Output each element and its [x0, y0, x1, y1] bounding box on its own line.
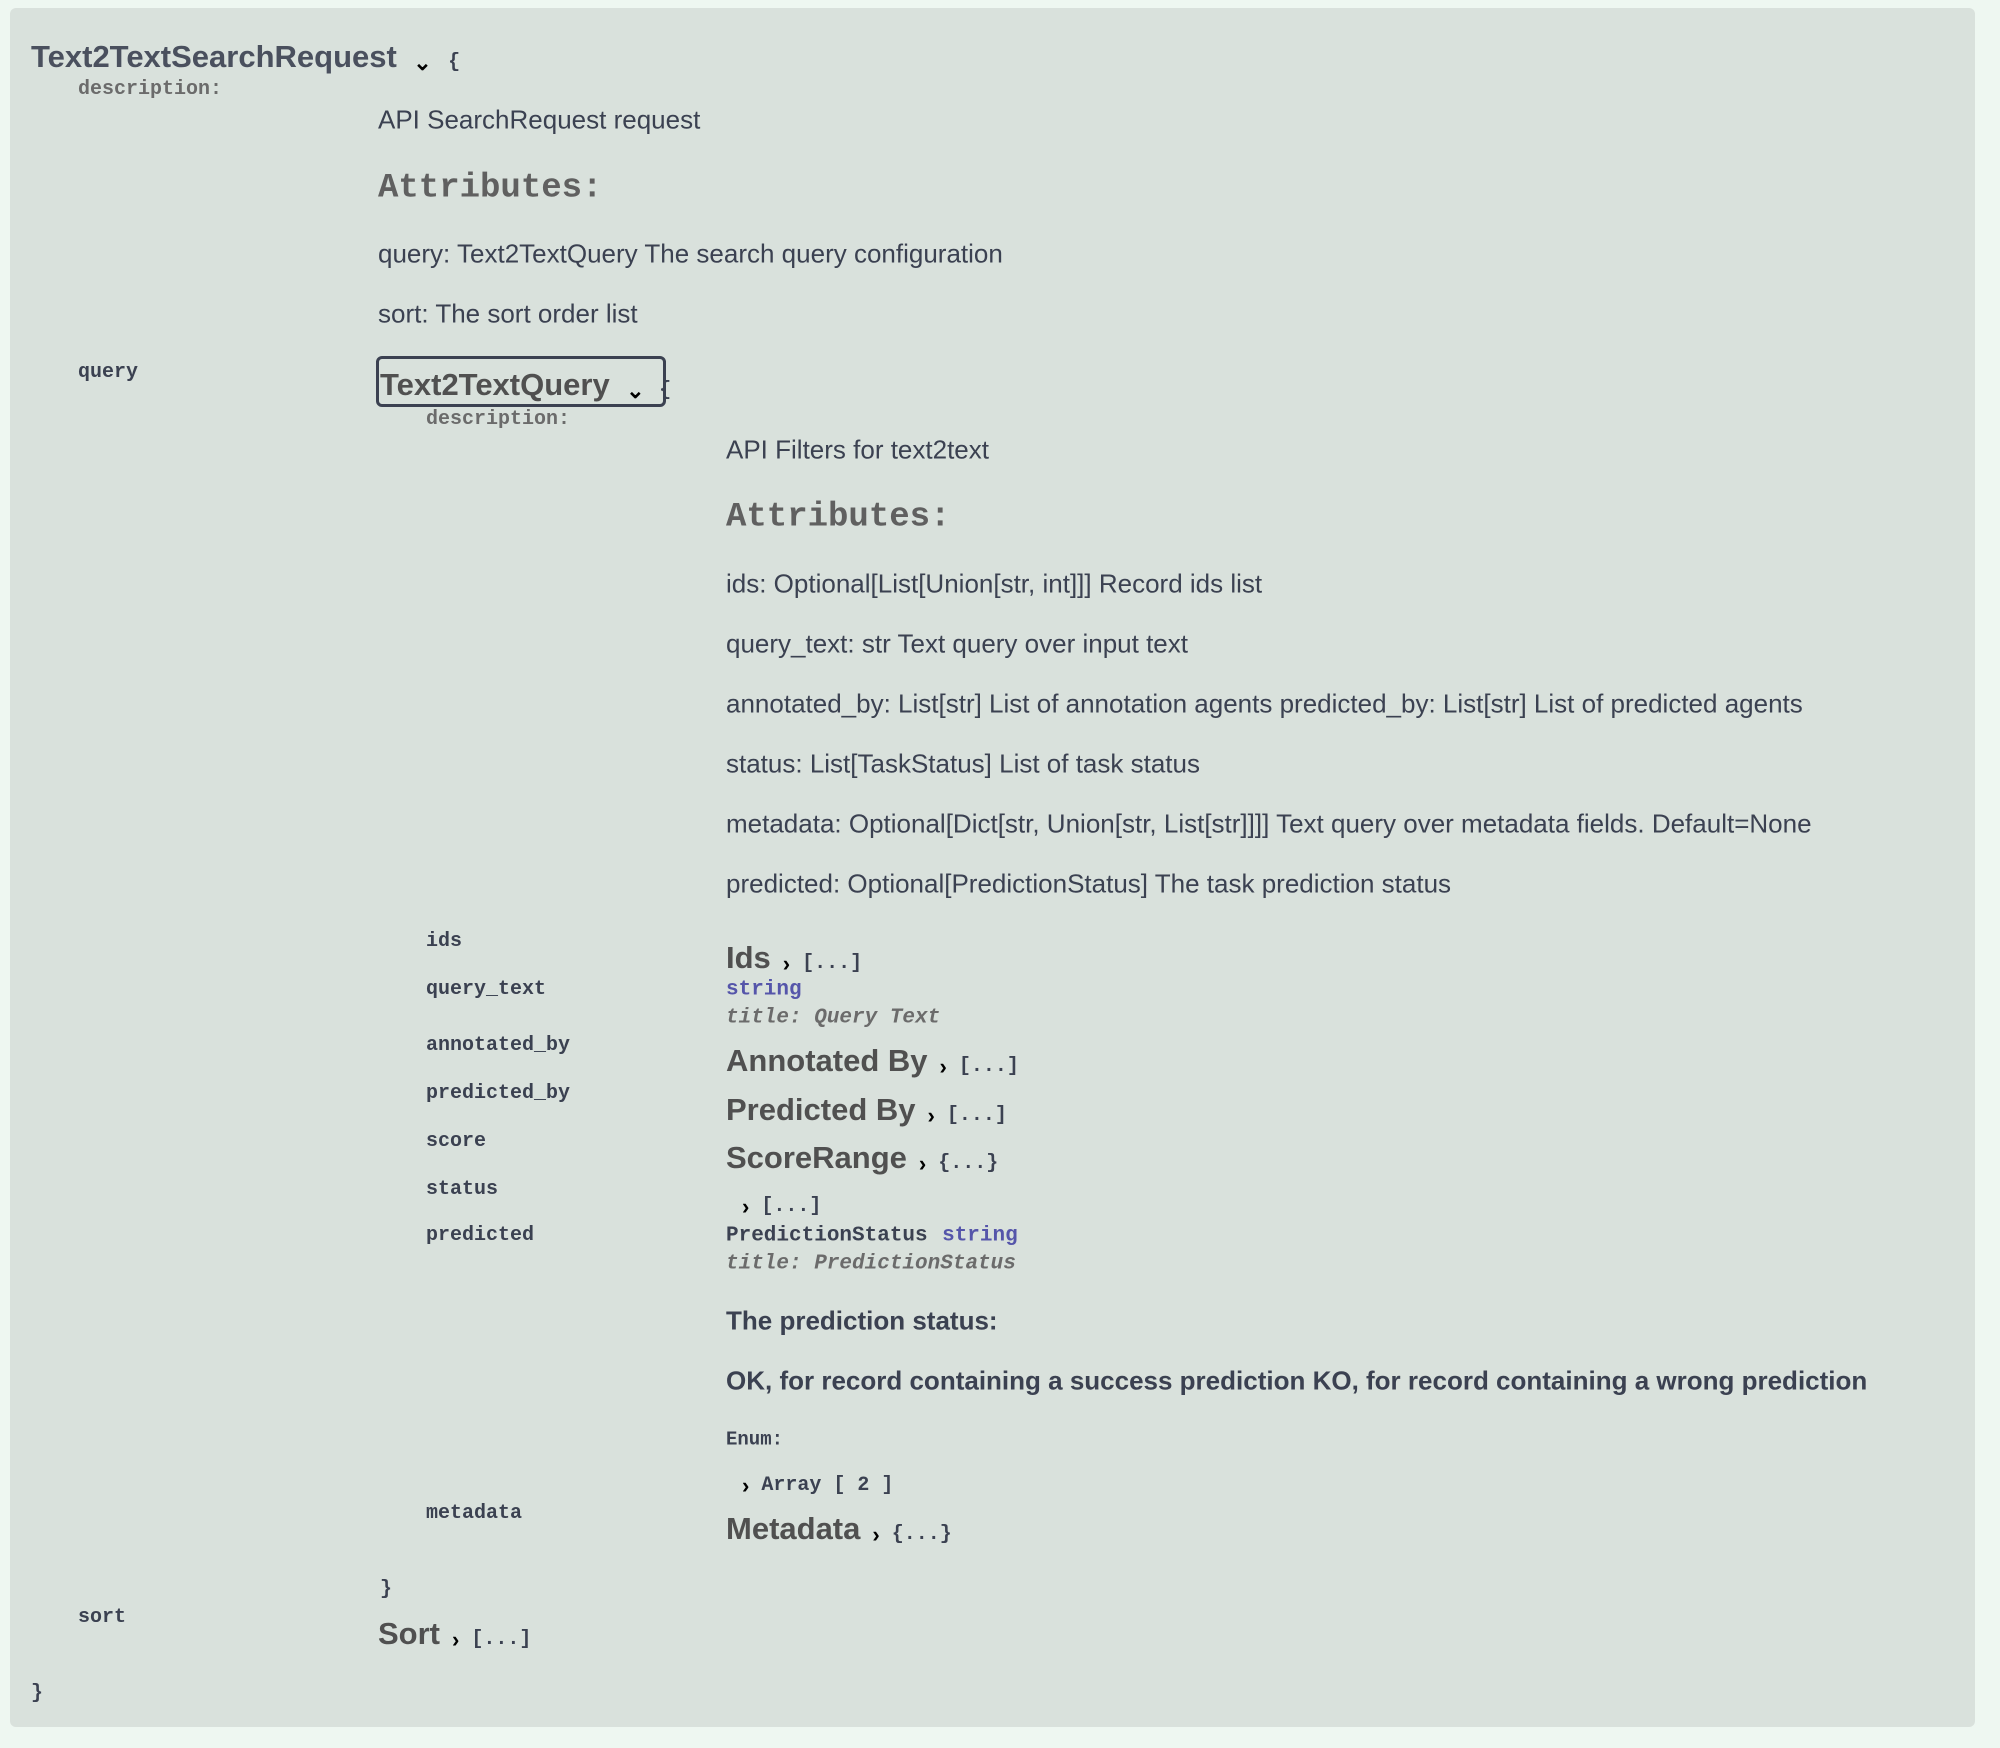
query-model-title: Text2TextQuery — [380, 367, 610, 403]
enum-label: Enum: — [726, 1428, 784, 1451]
collapsed-indicator: {...} — [938, 1152, 999, 1176]
metadata-type: Metadata — [726, 1511, 861, 1547]
annotated-by-model-toggle[interactable] — [726, 1042, 1019, 1080]
chevron-right-icon[interactable]: › — [742, 1193, 750, 1219]
query-text-title: title: Query Text — [726, 1006, 941, 1030]
property-annotated-by-label: annotated_by — [426, 1034, 571, 1057]
sort-type: Sort — [378, 1616, 440, 1652]
property-predicted-by-label: predicted_by — [426, 1082, 571, 1105]
property-query-text-label: query_text — [426, 978, 547, 1001]
sort-model-toggle[interactable] — [378, 1615, 531, 1653]
chevron-down-icon[interactable]: ⌄ — [413, 49, 432, 75]
property-predicted-label: predicted — [426, 1224, 535, 1247]
attribute-line: query_text: str Text query over input text — [726, 628, 1188, 659]
chevron-right-icon[interactable]: › — [782, 950, 791, 976]
collapsed-indicator: [...] — [802, 952, 863, 976]
description-text: API Filters for text2text — [726, 434, 989, 465]
query-text-type: string — [726, 978, 802, 1002]
chevron-right-icon[interactable]: › — [927, 1102, 935, 1128]
property-status-label: status — [426, 1178, 499, 1201]
attribute-line: status: List[TaskStatus] List of task status — [726, 748, 1200, 779]
collapsed-indicator: [...] — [946, 1104, 1007, 1128]
open-brace: { — [448, 51, 461, 75]
ids-model-toggle[interactable] — [726, 939, 862, 977]
property-query-label: query — [78, 361, 139, 384]
collapsed-indicator: [...] — [958, 1055, 1019, 1079]
attribute-line: metadata: Optional[Dict[str, Union[str, List[str]]]] Text query over metadata fields. Default=None — [726, 808, 1812, 839]
attribute-line: ids: Optional[List[Union[str, int]]] Record ids list — [726, 568, 1263, 599]
predicted-type-name: PredictionStatus — [726, 1224, 928, 1248]
predicted-primitive-type: string — [942, 1224, 1018, 1248]
attribute-line: query: Text2TextQuery The search query configuration — [378, 238, 1003, 269]
model-header[interactable] — [31, 38, 460, 76]
collapsed-indicator: [...] — [471, 1628, 532, 1652]
predicted-title: title: PredictionStatus — [726, 1252, 1016, 1276]
description-label: description: — [78, 78, 223, 101]
attribute-line: annotated_by: List[str] List of annotation agents predicted_by: List[str] List of predicted agents — [726, 688, 1803, 719]
collapsed-indicator: [...] — [761, 1195, 822, 1219]
close-brace: } — [380, 1578, 393, 1601]
description-label: description: — [426, 408, 571, 431]
annotated-by-type: Annotated By — [726, 1043, 928, 1079]
property-ids-label: ids — [426, 930, 463, 953]
predicted-by-type: Predicted By — [726, 1092, 916, 1128]
enum-array-value: Array [ 2 ] — [761, 1474, 894, 1498]
chevron-right-icon[interactable]: › — [452, 1626, 460, 1652]
score-type: ScoreRange — [726, 1140, 907, 1176]
chevron-down-icon[interactable]: ⌄ — [626, 377, 645, 403]
predicted-description: The prediction status: — [726, 1305, 998, 1336]
collapsed-indicator: {...} — [891, 1523, 952, 1547]
attributes-heading: Attributes: — [378, 169, 603, 208]
chevron-right-icon[interactable]: › — [918, 1150, 927, 1176]
query-model-header[interactable] — [380, 366, 671, 404]
status-model-toggle[interactable] — [730, 1194, 821, 1220]
predicted-description: OK, for record containing a success prediction KO, for record containing a wrong prediction — [726, 1365, 1868, 1396]
attributes-heading: Attributes: — [726, 498, 951, 537]
attribute-line: sort: The sort order list — [378, 298, 638, 329]
chevron-right-icon[interactable]: › — [742, 1472, 750, 1498]
chevron-right-icon[interactable]: › — [939, 1053, 947, 1079]
attribute-line: predicted: Optional[PredictionStatus] The task prediction status — [726, 868, 1452, 899]
predicted-by-model-toggle[interactable] — [726, 1091, 1007, 1129]
score-model-toggle[interactable] — [726, 1139, 998, 1177]
description-text: API SearchRequest request — [378, 104, 701, 135]
property-metadata-label: metadata — [426, 1502, 523, 1525]
enum-array-toggle[interactable] — [730, 1473, 893, 1499]
open-brace: { — [659, 379, 672, 403]
close-brace: } — [31, 1682, 44, 1705]
metadata-model-toggle[interactable] — [726, 1510, 952, 1548]
predicted-type-row — [726, 1223, 1018, 1248]
ids-type: Ids — [726, 940, 771, 976]
chevron-right-icon[interactable]: › — [872, 1521, 880, 1547]
property-sort-label: sort — [78, 1606, 127, 1629]
model-title: Text2TextSearchRequest — [31, 39, 397, 75]
property-score-label: score — [426, 1130, 487, 1153]
